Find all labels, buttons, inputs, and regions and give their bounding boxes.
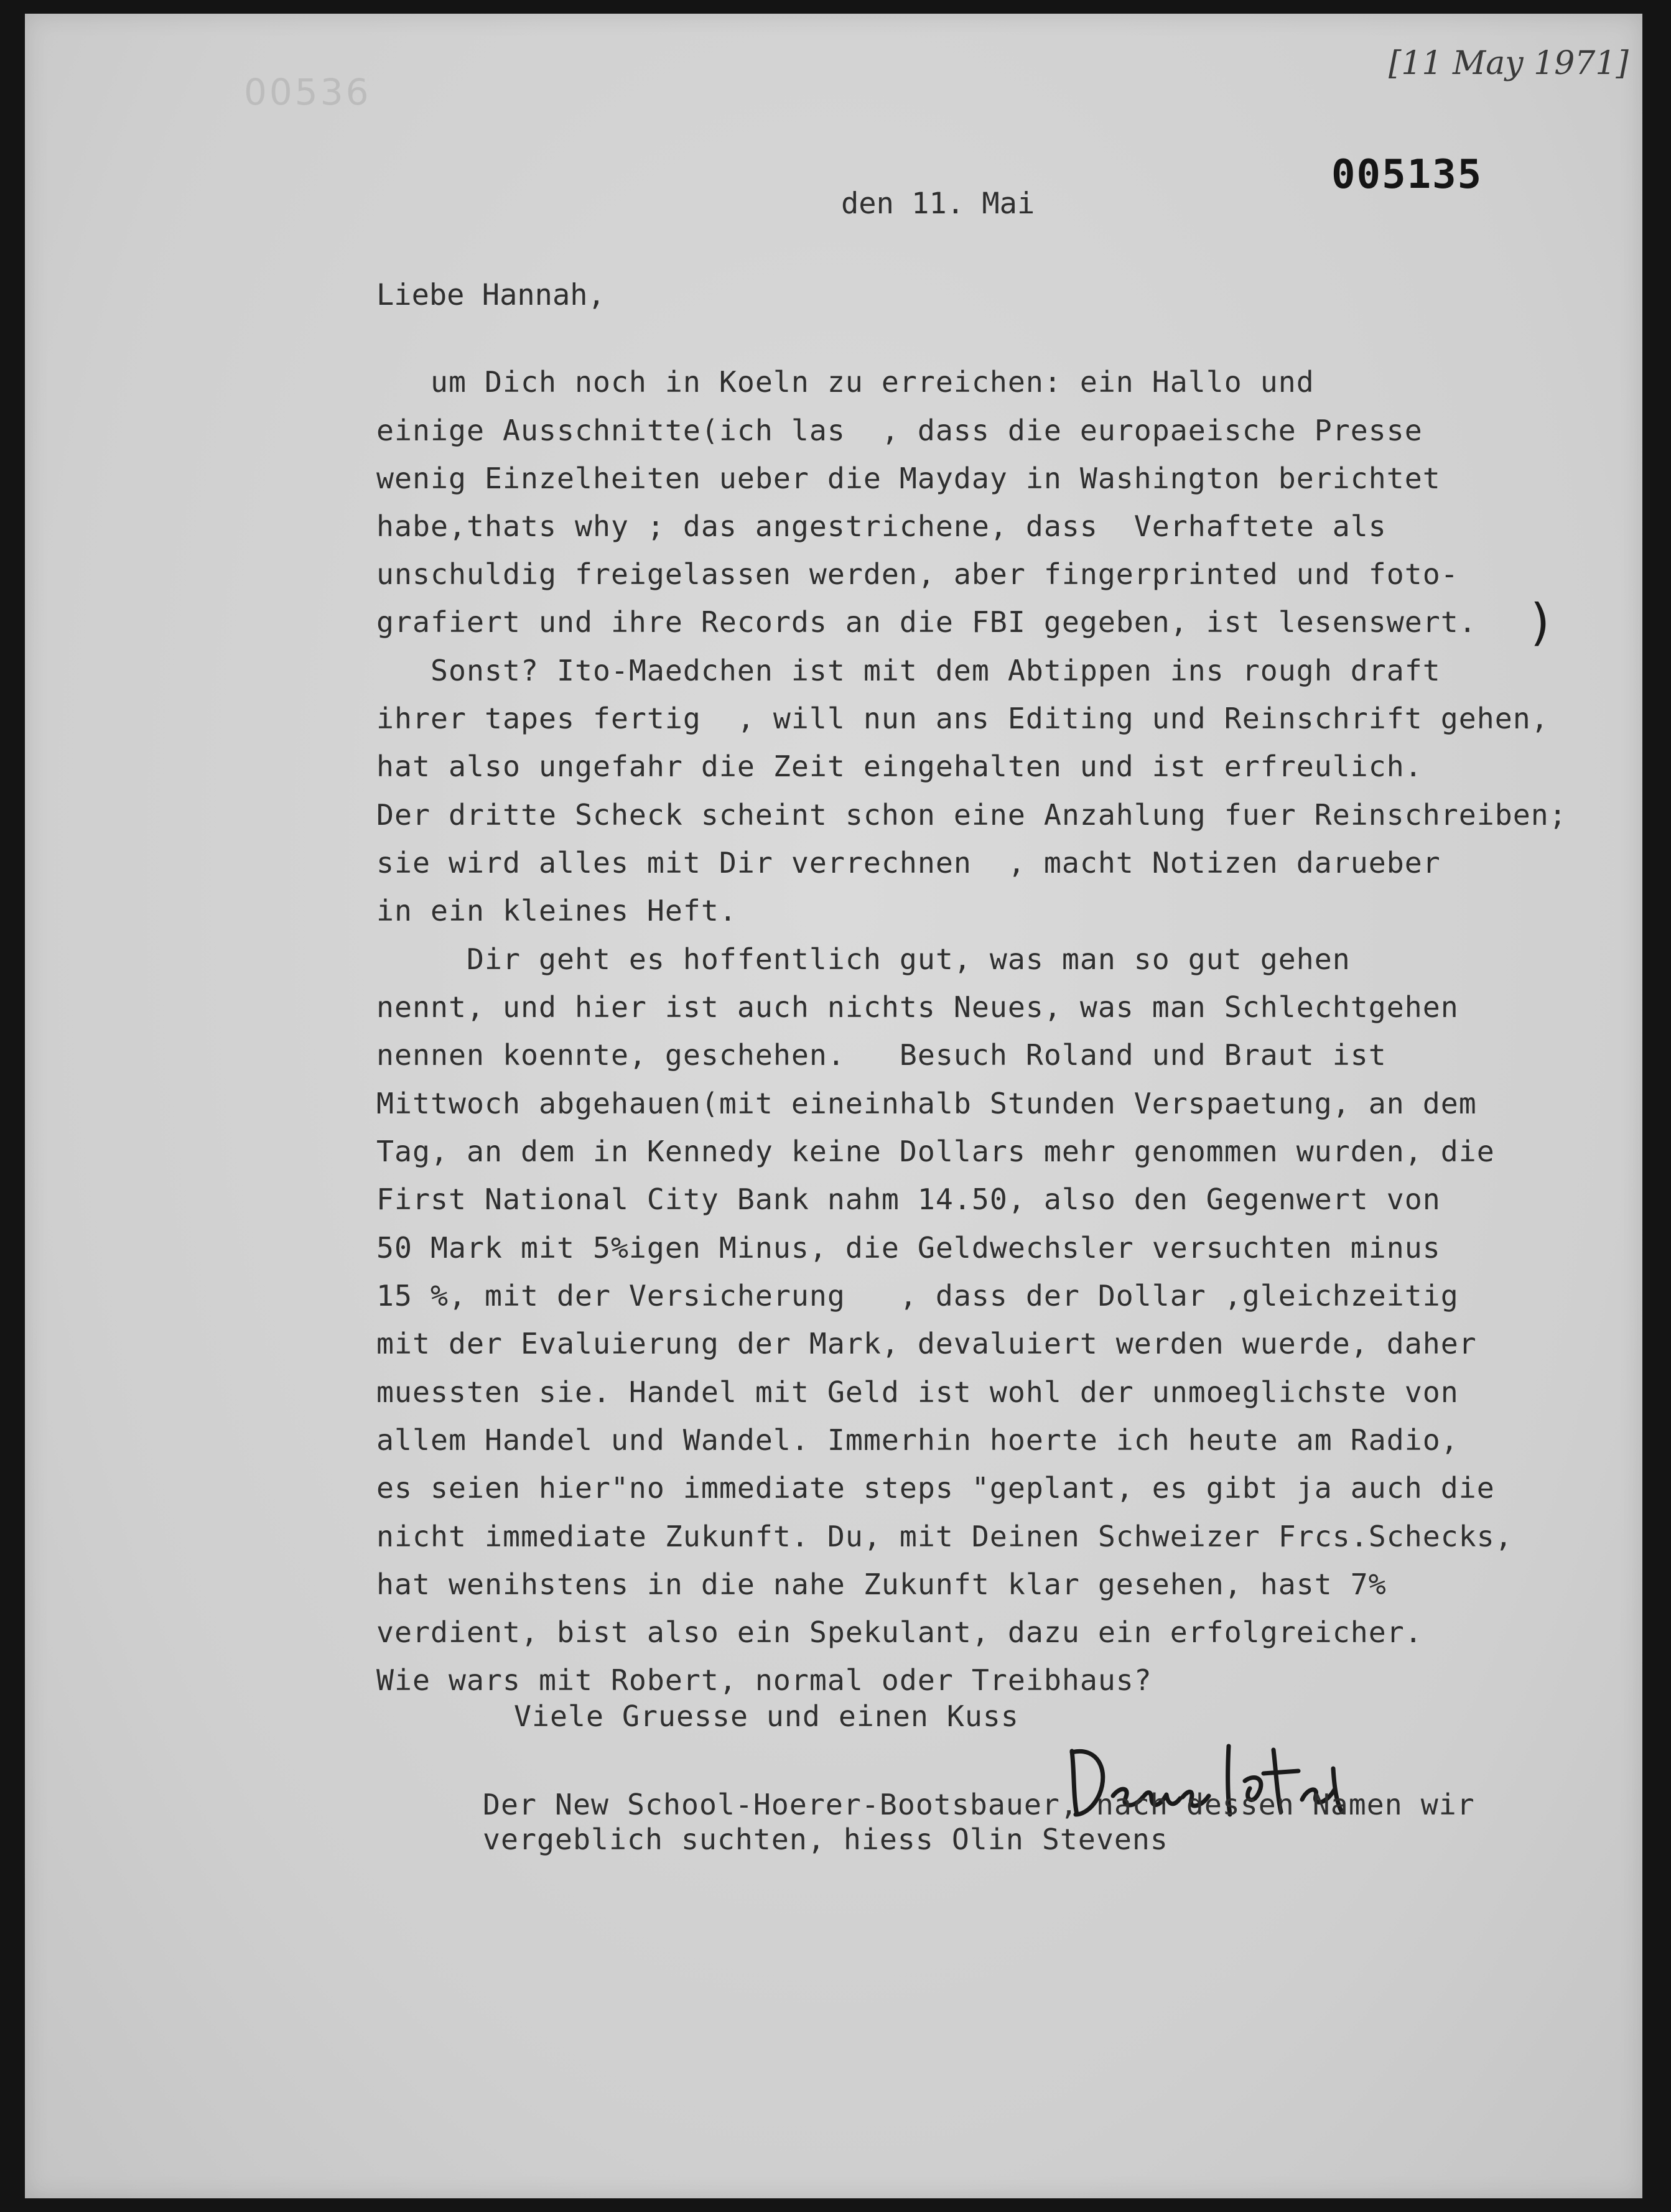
- body-line: hat wenihstens in die nahe Zukunft klar gesehen, hast 7%: [376, 1568, 1387, 1601]
- body-line: Wie wars mit Robert, normal oder Treibhaus?: [376, 1663, 1152, 1697]
- body-line: habe,thats why ; das angestrichene, dass Verhaftete als: [376, 509, 1387, 543]
- body-line: grafiert und ihre Records an die FBI gegeben, ist lesenswert.: [376, 605, 1477, 639]
- body-line: einige Ausschnitte(ich las , dass die europaeische Presse: [376, 414, 1423, 447]
- body-line: unschuldig freigelassen werden, aber fingerprinted und foto-: [376, 557, 1459, 591]
- body-line: ihrer tapes fertig , will nun ans Editing und Reinschrift gehen,: [376, 702, 1549, 735]
- body-line: First National City Bank nahm 14.50, also den Gegenwert von: [376, 1183, 1441, 1216]
- body-line: allem Handel und Wandel. Immerhin hoerte ich heute am Radio,: [376, 1423, 1459, 1457]
- postscript-line: Der New School-Hoerer-Bootsbauer, nach dessen Namen wir: [483, 1788, 1475, 1821]
- body-line: 50 Mark mit 5%igen Minus, die Geldwechsler versuchten minus: [376, 1231, 1441, 1265]
- body-line: Mittwoch abgehauen(mit eineinhalb Stunden Verspaetung, an dem: [376, 1087, 1477, 1120]
- body-line: sie wird alles mit Dir verrechnen , macht Notizen darueber: [376, 846, 1441, 880]
- faded-stamp: 00536: [244, 71, 371, 113]
- body-line: in ein kleines Heft.: [376, 894, 737, 927]
- letter-page: [25, 14, 1642, 2198]
- handwritten-bracket: ): [1530, 593, 1550, 651]
- body-line: muessten sie. Handel mit Geld ist wohl der unmoeglichste von: [376, 1375, 1459, 1409]
- postscript-line: vergeblich suchten, hiess Olin Stevens: [483, 1823, 1168, 1856]
- body-line: es seien hier"no immediate steps "geplant, es gibt ja auch die: [376, 1471, 1495, 1505]
- document-number: 005135: [1331, 152, 1483, 198]
- body-line: hat also ungefahr die Zeit eingehalten und ist erfreulich.: [376, 750, 1423, 783]
- body-line: wenig Einzelheiten ueber die Mayday in Washington berichtet: [376, 462, 1441, 495]
- letter-date: den 11. Mai: [841, 187, 1035, 221]
- body-line: Dir geht es hoffentlich gut, was man so gut gehen: [376, 942, 1351, 976]
- body-line: nennen koennte, geschehen. Besuch Roland und Braut ist: [376, 1038, 1387, 1072]
- body-line: Tag, an dem in Kennedy keine Dollars mehr genommen wurden, die: [376, 1135, 1495, 1168]
- body-line: 15 %, mit der Versicherung , dass der Dollar ,gleichzeitig: [376, 1279, 1459, 1313]
- body-line: nennt, und hier ist auch nichts Neues, was man Schlechtgehen: [376, 990, 1459, 1024]
- body-line: mit der Evaluierung der Mark, devaluiert werden wuerde, daher: [376, 1327, 1477, 1360]
- salutation: Liebe Hannah,: [376, 278, 605, 312]
- archive-date-note: [11 May 1971]: [1389, 45, 1629, 82]
- body-line: Der dritte Scheck scheint schon eine Anzahlung fuer Reinschreiben;: [376, 798, 1567, 832]
- body-line: nicht immediate Zukunft. Du, mit Deinen Schweizer Frcs.Schecks,: [376, 1520, 1513, 1553]
- closing-line: Viele Gruesse und einen Kuss: [514, 1699, 1019, 1733]
- body-line: verdient, bist also ein Spekulant, dazu ein erfolgreicher.: [376, 1615, 1423, 1649]
- body-line: um Dich noch in Koeln zu erreichen: ein Hallo und: [376, 365, 1315, 399]
- body-line: Sonst? Ito-Maedchen ist mit dem Abtippen ins rough draft: [376, 654, 1441, 687]
